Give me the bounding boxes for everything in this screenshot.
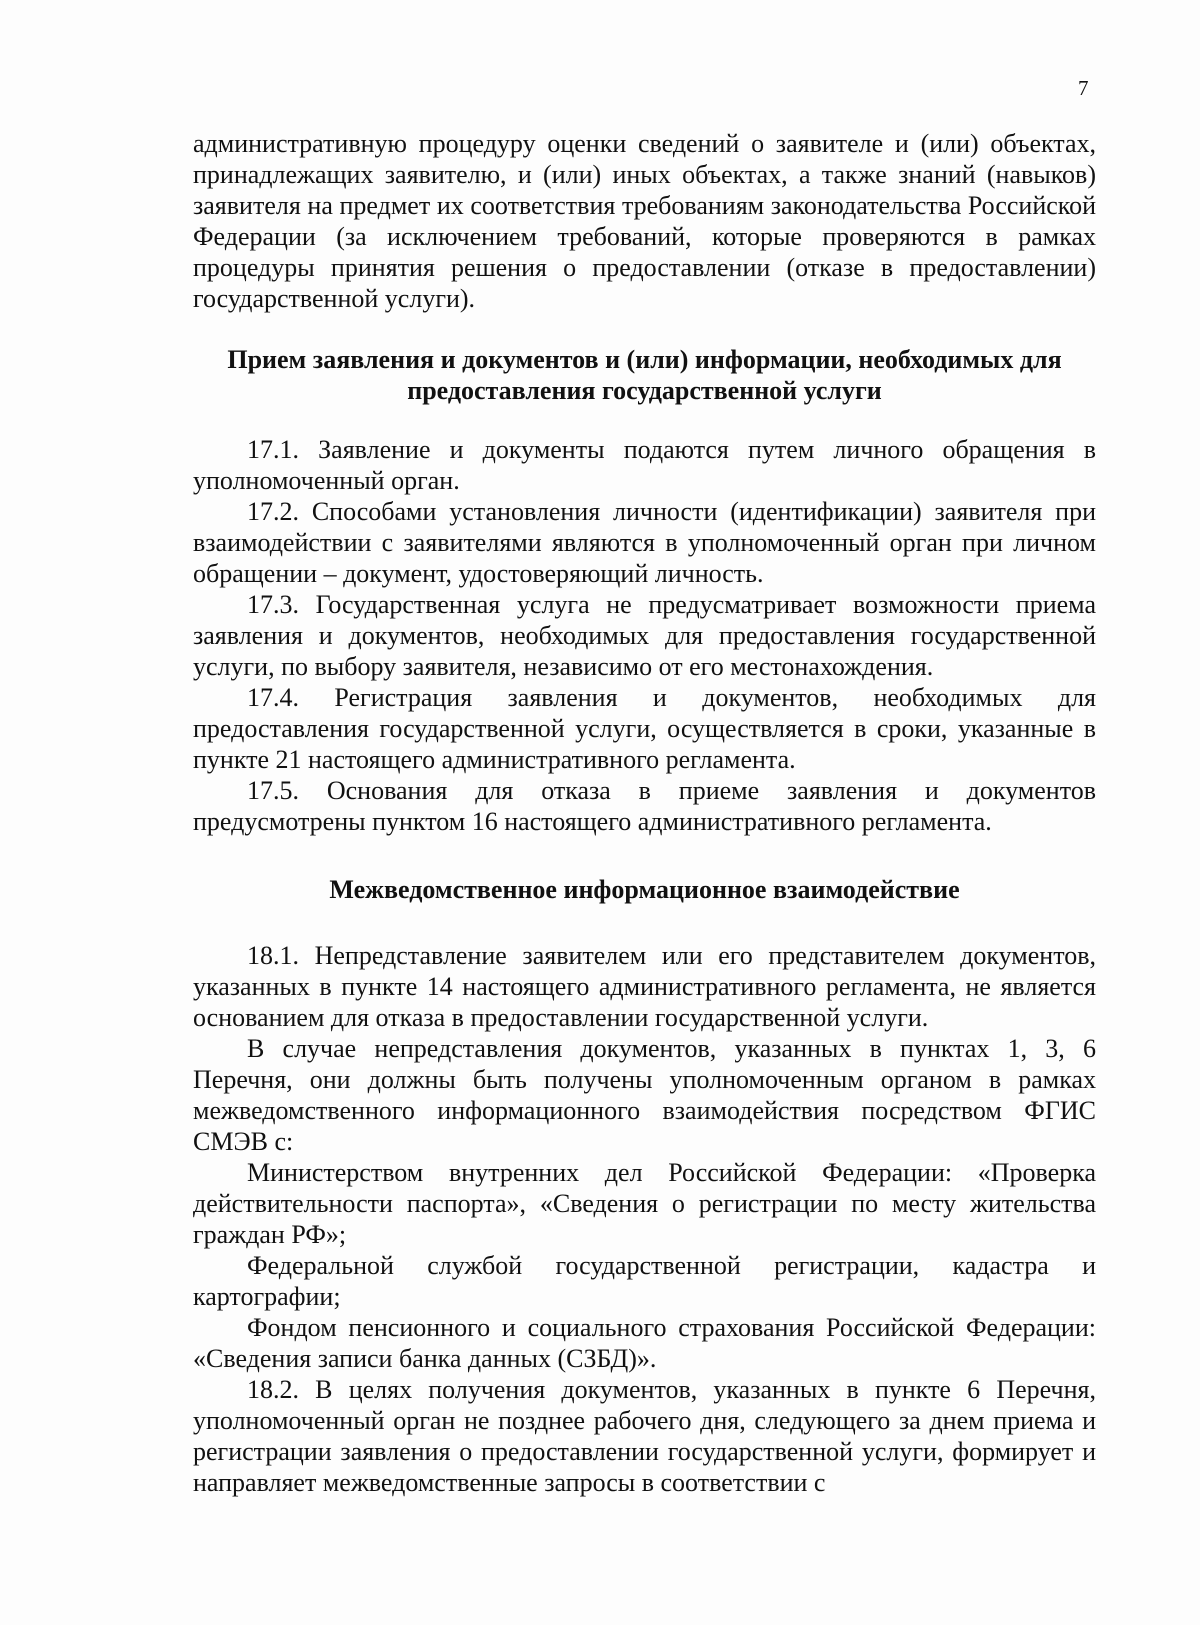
intro-paragraph: административную процедуру оценки сведений о заявителе и (или) объектах, принадлежащих заявителю, и (или) иных объектах, а также знаний (навыков) заявителя на предмет их соответствия требованиям законодательства Российской Федерации (за исключением требований, которые проверяются в рамках процедуры принятия решения о предоставлении (отказе в предоставлении) государственной услуги). [193, 129, 1096, 313]
section-heading-reception [193, 344, 1096, 406]
page-content [193, 128, 1096, 1498]
paragraph-mvd: Министерством внутренних дел Российской Федерации: «Проверка действительности паспорта», «Сведения о регистрации по месту жительства граждан РФ»; [193, 1158, 1096, 1249]
paragraph-documents-list: В случае непредставления документов, указанных в пунктах 1, 3, 6 Перечня, они должны быть получены уполномоченным органом в рамках межведомственного информационного взаимодействия посредством ФГИС СМЭВ с: [193, 1034, 1096, 1156]
paragraph-17-4: 17.4. Регистрация заявления и документов, необходимых для предоставления государственной услуги, осуществляется в сроки, указанные в пункте 21 настоящего административного регламента. [193, 683, 1096, 774]
paragraph-17-1: 17.1. Заявление и документы подаются путем личного обращения в уполномоченный орган. [193, 435, 1096, 495]
paragraph-18-1: 18.1. Непредставление заявителем или его представителем документов, указанных в пункте 14 настоящего административного регламента, не является основанием для отказа в предоставлении государственной услуги. [193, 941, 1096, 1032]
section-heading-interagency: Межведомственное информационное взаимодействие [329, 875, 960, 904]
section-heading-reception-line1: Прием заявления и документов и (или) информации, необходимых для [227, 345, 1062, 374]
page-number: 7 [1078, 76, 1089, 100]
paragraph-rosreestr: Федеральной службой государственной регистрации, кадастра и картографии; [193, 1251, 1096, 1311]
section-heading-reception-line2: предоставления государственной услуги [407, 376, 882, 405]
paragraph-17-5: 17.5. Основания для отказа в приеме заявления и документов предусмотрены пунктом 16 настоящего административного регламента. [193, 776, 1096, 836]
paragraph-sfr: Фондом пенсионного и социального страхования Российской Федерации: «Сведения записи банка данных (СЗБД)». [193, 1313, 1096, 1373]
paragraph-18-2: 18.2. В целях получения документов, указанных в пункте 6 Перечня, уполномоченный орган не позднее рабочего дня, следующего за днем приема и регистрации заявления о предоставлении государственной услуги, формирует и направляет межведомственные запросы в соответствии с [193, 1375, 1096, 1497]
paragraph-17-2: 17.2. Способами установления личности (идентификации) заявителя при взаимодействии с заявителями являются в уполномоченный орган при личном обращении – документ, удостоверяющий личность. [193, 497, 1096, 588]
paragraph-17-3: 17.3. Государственная услуга не предусматривает возможности приема заявления и документов, необходимых для предоставления государственной услуги, по выбору заявителя, независимо от его местонахождения. [193, 590, 1096, 681]
